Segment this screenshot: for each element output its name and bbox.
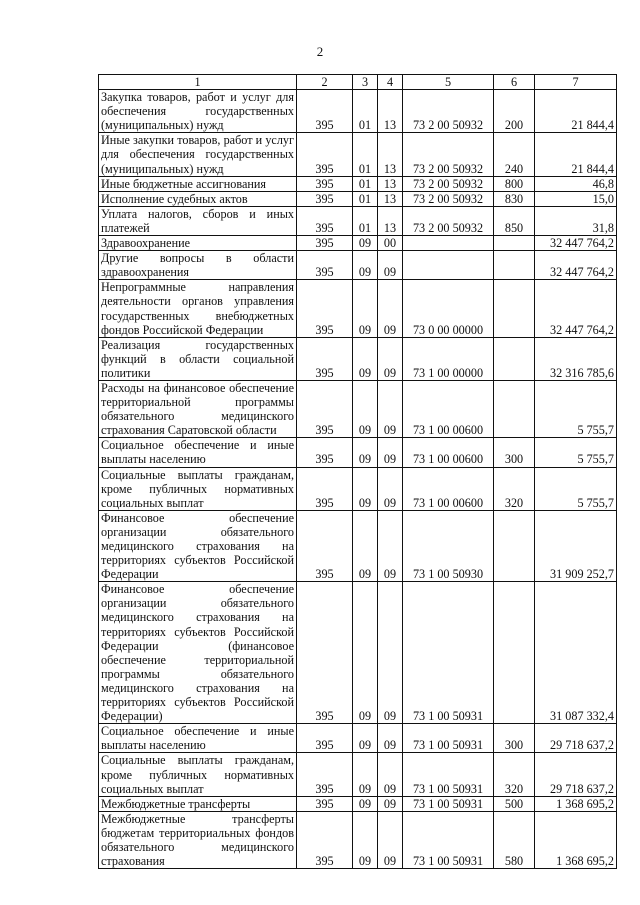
row-expense-type-cell: 320 — [494, 467, 535, 510]
row-admin-code-cell: 395 — [297, 90, 353, 133]
row-admin-code-cell: 395 — [297, 337, 353, 380]
header-cell: 2 — [297, 75, 353, 90]
table-row — [99, 582, 617, 724]
row-admin-code-cell: 395 — [297, 176, 353, 191]
row-amount-cell: 1 368 695,2 — [535, 796, 617, 811]
row-subsection-cell: 09 — [378, 251, 403, 280]
row-section-cell: 09 — [353, 753, 378, 796]
row-admin-code-cell: 395 — [297, 280, 353, 337]
row-admin-code-cell: 395 — [297, 191, 353, 206]
row-expense-type-cell: 500 — [494, 796, 535, 811]
row-amount-cell: 29 718 637,2 — [535, 724, 617, 753]
row-target-code-cell: 73 1 00 50931 — [403, 582, 494, 724]
row-section-cell: 09 — [353, 811, 378, 868]
row-amount-cell: 46,8 — [535, 176, 617, 191]
row-subsection-cell: 09 — [378, 337, 403, 380]
row-section-cell: 01 — [353, 191, 378, 206]
row-expense-type-cell — [494, 510, 535, 581]
header-cell: 4 — [378, 75, 403, 90]
budget-table — [98, 74, 617, 869]
row-subsection-cell: 09 — [378, 438, 403, 467]
row-expense-type-cell: 200 — [494, 90, 535, 133]
row-expense-type-cell: 300 — [494, 724, 535, 753]
row-section-cell: 09 — [353, 510, 378, 581]
table-row — [99, 251, 617, 280]
row-target-code-cell: 73 1 00 00600 — [403, 467, 494, 510]
row-target-code-cell: 73 1 00 00600 — [403, 438, 494, 467]
row-expense-type-cell — [494, 251, 535, 280]
row-subsection-cell: 09 — [378, 280, 403, 337]
row-admin-code-cell: 395 — [297, 206, 353, 235]
row-section-cell: 01 — [353, 206, 378, 235]
row-expense-type-cell: 300 — [494, 438, 535, 467]
row-amount-cell: 32 447 764,2 — [535, 251, 617, 280]
row-name-cell: Непрограммные направления деятельности органов управления государственных внебюджетных фондов Российской Федерации — [99, 280, 297, 337]
row-amount-cell: 5 755,7 — [535, 438, 617, 467]
row-expense-type-cell: 580 — [494, 811, 535, 868]
page-number: 2 — [316, 44, 324, 59]
table-row — [99, 191, 617, 206]
row-target-code-cell — [403, 236, 494, 251]
row-name-cell: Межбюджетные трансферты — [99, 796, 297, 811]
row-admin-code-cell: 395 — [297, 724, 353, 753]
row-section-cell: 09 — [353, 280, 378, 337]
row-section-cell: 01 — [353, 90, 378, 133]
row-name-cell: Закупка товаров, работ и услуг для обеспечения государственных (муниципальных) нужд — [99, 90, 297, 133]
row-amount-cell: 15,0 — [535, 191, 617, 206]
row-subsection-cell: 13 — [378, 191, 403, 206]
row-admin-code-cell: 395 — [297, 438, 353, 467]
row-name-cell: Социальные выплаты гражданам, кроме публичных нормативных социальных выплат — [99, 467, 297, 510]
row-section-cell: 09 — [353, 236, 378, 251]
row-subsection-cell: 09 — [378, 467, 403, 510]
row-subsection-cell: 13 — [378, 90, 403, 133]
row-subsection-cell: 09 — [378, 724, 403, 753]
row-subsection-cell: 13 — [378, 176, 403, 191]
row-name-cell: Финансовое обеспечение организации обязательного медицинского страхования на территориях субъектов Российской Федерации (финансовое обеспечение территориальной программы обязательного медицинского страхования на территориях субъектов Российской Федерации) — [99, 582, 297, 724]
row-amount-cell: 32 447 764,2 — [535, 236, 617, 251]
row-section-cell: 09 — [353, 380, 378, 437]
row-admin-code-cell: 395 — [297, 811, 353, 868]
table-row — [99, 176, 617, 191]
row-amount-cell: 31,8 — [535, 206, 617, 235]
row-section-cell: 01 — [353, 133, 378, 176]
row-target-code-cell: 73 2 00 50932 — [403, 133, 494, 176]
table-row — [99, 796, 617, 811]
row-expense-type-cell: 240 — [494, 133, 535, 176]
row-admin-code-cell: 395 — [297, 380, 353, 437]
row-target-code-cell: 73 1 00 50931 — [403, 796, 494, 811]
row-name-cell: Социальные выплаты гражданам, кроме публичных нормативных социальных выплат — [99, 753, 297, 796]
row-admin-code-cell: 395 — [297, 133, 353, 176]
row-target-code-cell: 73 1 00 50931 — [403, 724, 494, 753]
row-section-cell: 09 — [353, 251, 378, 280]
table-row — [99, 438, 617, 467]
table-row — [99, 90, 617, 133]
row-section-cell: 09 — [353, 582, 378, 724]
row-subsection-cell: 13 — [378, 133, 403, 176]
row-section-cell: 09 — [353, 724, 378, 753]
row-amount-cell: 5 755,7 — [535, 467, 617, 510]
row-section-cell: 09 — [353, 337, 378, 380]
row-expense-type-cell: 850 — [494, 206, 535, 235]
header-cell: 6 — [494, 75, 535, 90]
row-admin-code-cell: 395 — [297, 510, 353, 581]
row-name-cell: Исполнение судебных актов — [99, 191, 297, 206]
row-name-cell: Здравоохранение — [99, 236, 297, 251]
row-target-code-cell: 73 1 00 50931 — [403, 811, 494, 868]
row-name-cell: Межбюджетные трансферты бюджетам территориальных фондов обязательного медицинского страхования — [99, 811, 297, 868]
row-subsection-cell: 09 — [378, 582, 403, 724]
row-amount-cell: 31 909 252,7 — [535, 510, 617, 581]
header-cell: 3 — [353, 75, 378, 90]
row-section-cell: 01 — [353, 176, 378, 191]
row-subsection-cell: 09 — [378, 811, 403, 868]
table-row — [99, 380, 617, 437]
row-subsection-cell: 13 — [378, 206, 403, 235]
table-row — [99, 206, 617, 235]
table-row — [99, 467, 617, 510]
table-row — [99, 337, 617, 380]
row-name-cell: Иные закупки товаров, работ и услуг для обеспечения государственных (муниципальных) нужд — [99, 133, 297, 176]
row-admin-code-cell: 395 — [297, 796, 353, 811]
table-row — [99, 133, 617, 176]
row-target-code-cell: 73 2 00 50932 — [403, 206, 494, 235]
row-amount-cell: 32 447 764,2 — [535, 280, 617, 337]
row-subsection-cell: 00 — [378, 236, 403, 251]
row-subsection-cell: 09 — [378, 796, 403, 811]
table-row — [99, 236, 617, 251]
row-name-cell: Другие вопросы в области здравоохранения — [99, 251, 297, 280]
row-admin-code-cell: 395 — [297, 582, 353, 724]
row-target-code-cell: 73 1 00 50930 — [403, 510, 494, 581]
row-target-code-cell: 73 0 00 00000 — [403, 280, 494, 337]
row-target-code-cell: 73 2 00 50932 — [403, 90, 494, 133]
header-cell: 5 — [403, 75, 494, 90]
row-target-code-cell: 73 1 00 00000 — [403, 337, 494, 380]
table-row — [99, 510, 617, 581]
row-expense-type-cell — [494, 380, 535, 437]
row-amount-cell: 21 844,4 — [535, 90, 617, 133]
row-amount-cell: 32 316 785,6 — [535, 337, 617, 380]
row-expense-type-cell — [494, 236, 535, 251]
row-name-cell: Реализация государственных функций в области социальной политики — [99, 337, 297, 380]
table-row — [99, 811, 617, 868]
row-admin-code-cell: 395 — [297, 753, 353, 796]
table-body — [99, 90, 617, 869]
header-cell: 7 — [535, 75, 617, 90]
row-target-code-cell: 73 2 00 50932 — [403, 176, 494, 191]
row-name-cell: Социальное обеспечение и иные выплаты населению — [99, 438, 297, 467]
header-cell: 1 — [99, 75, 297, 90]
row-admin-code-cell: 395 — [297, 251, 353, 280]
row-target-code-cell: 73 1 00 00600 — [403, 380, 494, 437]
row-section-cell: 09 — [353, 438, 378, 467]
row-amount-cell: 29 718 637,2 — [535, 753, 617, 796]
row-section-cell: 09 — [353, 796, 378, 811]
row-amount-cell: 5 755,7 — [535, 380, 617, 437]
table-row — [99, 724, 617, 753]
row-amount-cell: 21 844,4 — [535, 133, 617, 176]
row-target-code-cell: 73 1 00 50931 — [403, 753, 494, 796]
row-section-cell: 09 — [353, 467, 378, 510]
row-name-cell: Финансовое обеспечение организации обязательного медицинского страхования на территориях субъектов Российской Федерации — [99, 510, 297, 581]
row-amount-cell: 1 368 695,2 — [535, 811, 617, 868]
row-expense-type-cell — [494, 280, 535, 337]
header-row — [99, 75, 617, 90]
row-expense-type-cell: 800 — [494, 176, 535, 191]
row-name-cell: Иные бюджетные ассигнования — [99, 176, 297, 191]
row-amount-cell: 31 087 332,4 — [535, 582, 617, 724]
row-name-cell: Уплата налогов, сборов и иных платежей — [99, 206, 297, 235]
table-row — [99, 280, 617, 337]
row-expense-type-cell — [494, 582, 535, 724]
row-admin-code-cell: 395 — [297, 467, 353, 510]
row-subsection-cell: 09 — [378, 753, 403, 796]
row-expense-type-cell: 830 — [494, 191, 535, 206]
row-subsection-cell: 09 — [378, 380, 403, 437]
row-admin-code-cell: 395 — [297, 236, 353, 251]
row-name-cell: Расходы на финансовое обеспечение территориальной программы обязательного медицинского страхования Саратовской области — [99, 380, 297, 437]
row-expense-type-cell — [494, 337, 535, 380]
row-target-code-cell — [403, 251, 494, 280]
table-row — [99, 753, 617, 796]
row-subsection-cell: 09 — [378, 510, 403, 581]
row-name-cell: Социальное обеспечение и иные выплаты населению — [99, 724, 297, 753]
row-expense-type-cell: 320 — [494, 753, 535, 796]
row-target-code-cell: 73 2 00 50932 — [403, 191, 494, 206]
